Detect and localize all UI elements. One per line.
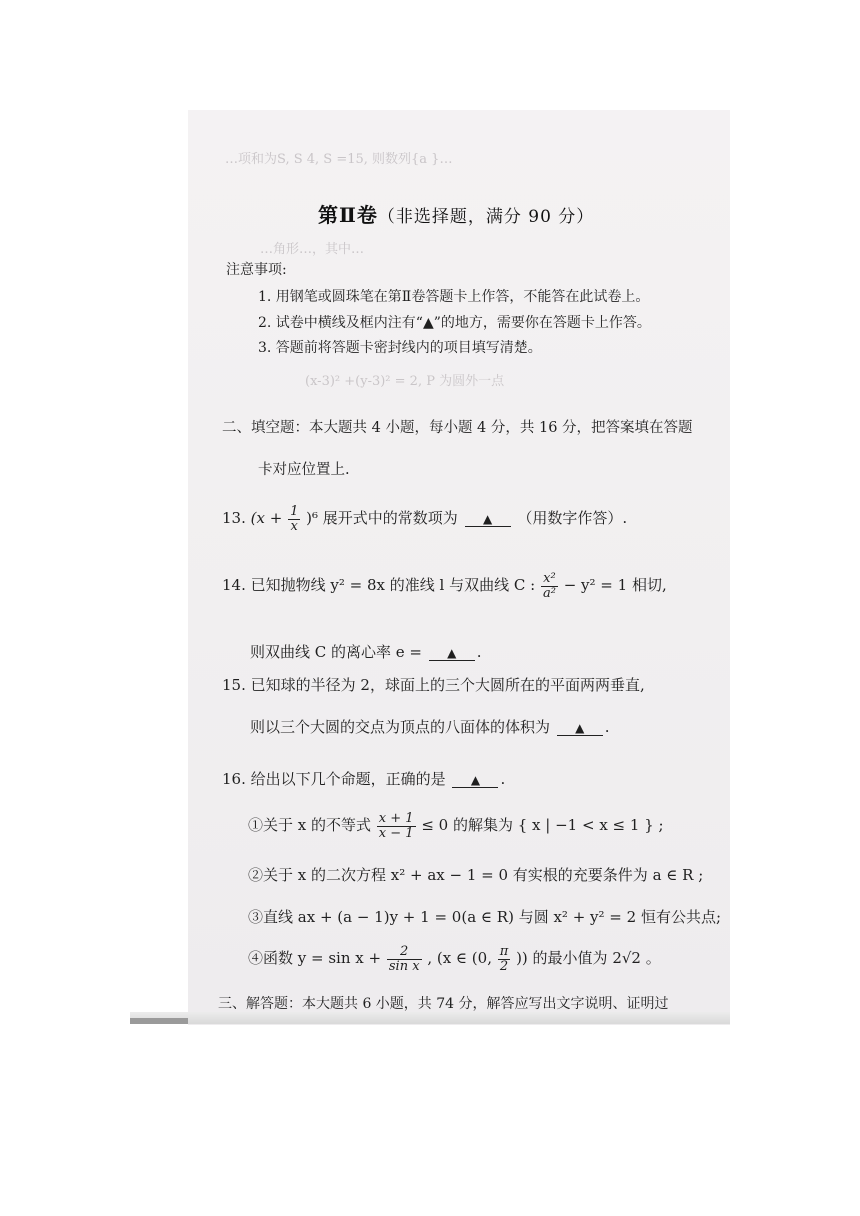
question-number: 15.: [222, 676, 246, 694]
question-text: 已知球的半径为 2，球面上的三个大圆所在的平面两两垂直,: [250, 676, 645, 694]
fraction: $\frac{1}{x}$: [290, 504, 299, 534]
title-main: 第Ⅱ卷: [318, 203, 378, 227]
question-text: 已知抛物线 y² = 8x 的准线 l 与双曲线 C :: [250, 576, 536, 595]
question-15: [222, 676, 645, 694]
question-text: 给出以下几个命题，正确的是: [250, 770, 446, 788]
question-text: 则双曲线 C 的离心率 e =: [250, 643, 422, 661]
fraction: $\frac{2}{\text{sin x}}$: [388, 944, 420, 974]
note-item: 3. 答题前将答题卡密封线内的项目填写清楚。: [258, 340, 542, 356]
answer-blank: ▲: [465, 512, 511, 527]
question-15-line2: 则以三个大圆的交点为顶点的八面体的体积为 ▲ .: [250, 718, 610, 736]
question-text: − y² = 1 相切,: [563, 576, 667, 595]
question-number: 14.: [222, 576, 246, 595]
question-text: )⁶ 展开式中的常数项为: [306, 509, 458, 528]
section-heading: 二、填空题：本大题共 4 小题，每小题 4 分，共 16 分，把答案填在答题: [222, 420, 693, 436]
note-item: 2. 试卷中横线及框内注有“▲”的地方，需要你在答题卡上作答。: [258, 315, 651, 331]
fraction: $\frac{\pi}{2}$: [499, 944, 509, 974]
fraction: $\frac{\text{x²}}{\text{a²}}$: [542, 571, 556, 601]
question-14-line2: 则双曲线 C 的离心率 e = ▲ .: [250, 643, 482, 661]
proposition-1: ①关于 x 的不等式 $\frac{x + 1}{x - 1}$ ≤ 0 的解集为 { x | −1 < x ≤ 1 } ;: [248, 811, 664, 841]
bleed-through-text: (x-3)² +(y-3)² = 2, P 为圆外一点: [305, 374, 505, 389]
scan-edge: [130, 1012, 730, 1024]
notes-header: 注意事项:: [226, 262, 287, 278]
question-note: （用数字作答）.: [517, 509, 628, 528]
question-14: [222, 572, 667, 600]
question-text: 则以三个大圆的交点为顶点的八面体的体积为: [250, 718, 551, 736]
note-item: 1. 用钢笔或圆珠笔在第Ⅱ卷答题卡上作答，不能答在此试卷上。: [258, 289, 650, 305]
answer-blank: ▲: [429, 646, 475, 661]
section-title: [318, 203, 594, 227]
bleed-through-text: …角形…，其中…: [260, 242, 365, 257]
answer-blank: ▲: [452, 773, 498, 788]
proposition-4: ④函数 y = sin x + $\frac{2}{\text{sin x}}$ , (x ∈ (0, $\frac{\pi}{2}$ )) 的最小值为 2√2 。: [248, 944, 661, 974]
proposition-3: ③直线 ax + (a − 1)y + 1 = 0(a ∈ R) 与圆 x² + y² = 2 恒有公共点;: [248, 908, 721, 926]
question-16: 16. 给出以下几个命题，正确的是 ▲ .: [222, 770, 506, 788]
question-13: [222, 505, 627, 533]
scan-edge-shadow: [130, 1018, 188, 1024]
title-sub: （非选择题，满分 90 分）: [377, 207, 595, 227]
answer-blank: ▲: [557, 721, 603, 736]
bleed-through-text: …项和为S, S 4, S =15, 则数列{a }…: [225, 152, 453, 167]
proposition-2: ②关于 x 的二次方程 x² + ax − 1 = 0 有实根的充要条件为 a ∈ R ;: [248, 866, 704, 884]
section-heading: 三、解答题：本大题共 6 小题，共 74 分，解答应写出文字说明、证明过: [218, 996, 669, 1012]
fraction: $\frac{x + 1}{x - 1}$: [378, 811, 414, 841]
question-number: 13.: [222, 509, 246, 528]
math-expr: (x +: [250, 509, 283, 528]
question-number: 16.: [222, 770, 246, 788]
section-heading-cont: 卡对应位置上.: [258, 462, 350, 478]
